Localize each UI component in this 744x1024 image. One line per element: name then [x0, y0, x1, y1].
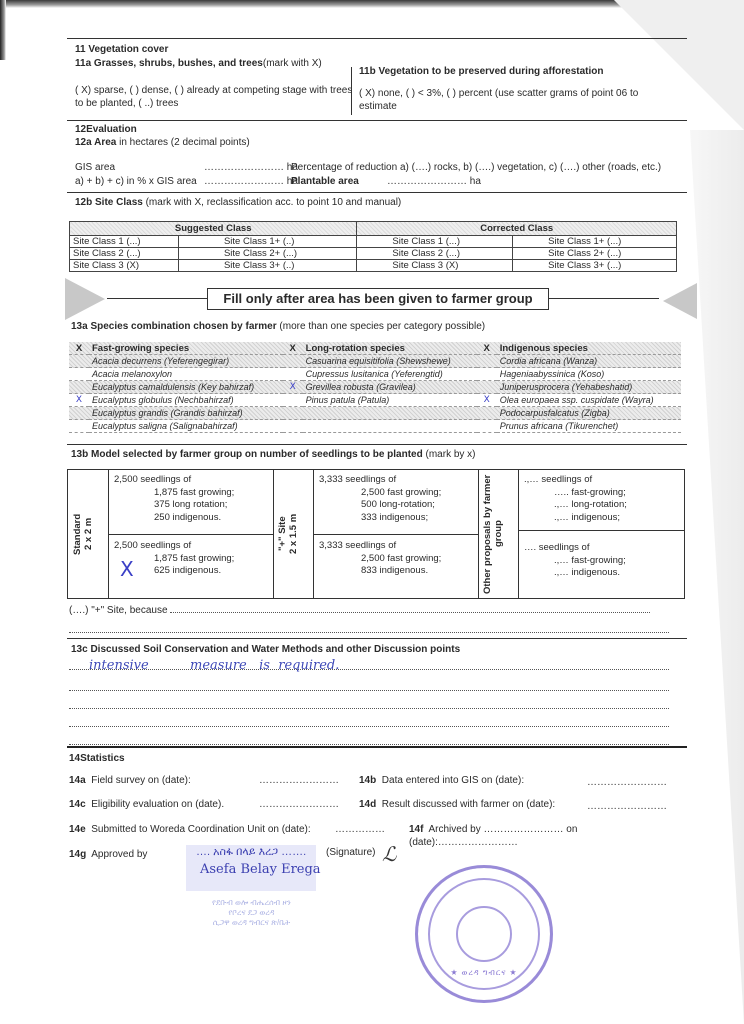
field-survey-date[interactable]: …………………… [259, 775, 339, 786]
species-row [69, 394, 681, 407]
species-row [69, 368, 681, 381]
submitted-woreda-row: 14e Submitted to Woreda Coordination Unit on (date): [69, 824, 311, 835]
indig-species-4: Podocarpusfalcatus (Zigba) [497, 407, 681, 420]
indig-mark-5[interactable] [477, 420, 497, 433]
page-fold-shadow [690, 130, 744, 1024]
indig-x-header: X [477, 342, 497, 355]
other-proposals-label: Other proposals by farmer group [482, 474, 504, 594]
section-13b-heading: 13b Model selected by farmer group on number of seedlings to be planted (mark by x) [71, 449, 476, 460]
signature-scribble: ℒ [382, 842, 397, 866]
species-row [69, 407, 681, 420]
section-14-title: 14Statistics [69, 753, 125, 764]
fast-species-0: Acacia decurrens (Yeferengegirar) [89, 355, 283, 368]
signature-label: (Signature) [326, 847, 376, 858]
section-13b-model [67, 444, 687, 616]
suggested-site-class-1-plus[interactable]: Site Class 1+ (..) [178, 236, 356, 248]
long-x-header: X [283, 342, 303, 355]
official-seal: ★ ወረዳ ግብርና ★ [415, 865, 553, 1003]
reduction-percentage-label[interactable]: Percentage of reduction a) (….) rocks, b) (….) vegetation, c) (….) other (roads, etc.) [291, 162, 662, 173]
stamp-name: Asefa Belay Erega [200, 862, 321, 877]
approved-by-name-amharic[interactable]: …. አስፋ በላይ እረጋ ……. [196, 846, 307, 858]
plus-site-option-2[interactable]: 3,333 seedlings of 2,500 fast growing; 833 indigenous. [319, 540, 442, 576]
corrected-site-class-2-plus[interactable]: Site Class 2+ (...) [513, 248, 677, 260]
seedling-model-grid [67, 469, 685, 599]
corrected-site-class-1-plus[interactable]: Site Class 1+ (...) [513, 236, 677, 248]
suggested-site-class-3[interactable]: Site Class 3 (X) [70, 260, 179, 272]
gis-area-label: GIS area [75, 162, 116, 173]
banner-line-left [107, 298, 207, 299]
long-species-3: Pinus patula (Patula) [303, 394, 477, 407]
field-survey-row: 14a Field survey on (date): [69, 775, 191, 786]
gis-entry-date[interactable]: …………………… [587, 777, 667, 788]
site-class-row [70, 236, 677, 248]
fast-mark-1[interactable] [69, 368, 89, 381]
indig-mark-3[interactable]: X [477, 394, 497, 407]
standard-option-2-mark: X [120, 557, 134, 581]
fast-species-2: Eucalyptus camaldulensis (Key bahirzaf) [89, 381, 283, 394]
gis-entry-row: 14b Data entered into GIS on (date): [359, 775, 525, 786]
plus-site-option-1[interactable]: 3,333 seedlings of 2,500 fast growing; 500 long-rotation; 333 indigenous; [319, 474, 442, 523]
species-row [69, 420, 681, 433]
fast-x-header: X [69, 342, 89, 355]
section-11a-heading: 11a Grasses, shrubs, bushes, and trees(mark with X) [75, 58, 322, 69]
long-species-5 [303, 420, 477, 433]
suggested-class-header: Suggested Class [70, 222, 357, 236]
standard-option-2[interactable]: 2,500 seedlings of 1,875 fast growing; 625 indigenous. [114, 540, 235, 576]
section-12-title: 12Evaluation [75, 124, 137, 135]
corrected-site-class-3[interactable]: Site Class 3 (X) [357, 260, 513, 272]
section-12b-heading: 12b Site Class (mark with X, reclassification acc. to point 10 and manual) [75, 197, 402, 208]
indig-species-0: Cordia africana (Wanza) [497, 355, 681, 368]
indig-species-2: Juniperusprocera (Yehabeshatid) [497, 381, 681, 394]
fast-species-1: Acacia melanoxylon [89, 368, 283, 381]
section-12a-heading: 12a Area in hectares (2 decimal points) [75, 137, 250, 148]
fast-mark-0[interactable] [69, 355, 89, 368]
fast-mark-2[interactable] [69, 381, 89, 394]
fast-mark-5[interactable] [69, 420, 89, 433]
discussion-line-3[interactable] [69, 695, 669, 709]
corrected-class-header: Corrected Class [357, 222, 677, 236]
scan-edge-left [0, 0, 6, 60]
plantable-area-field[interactable]: …………………… ha [387, 176, 481, 187]
banner-arrow-left [65, 278, 105, 320]
section-11-vegetation-cover [67, 38, 687, 112]
species-row [69, 355, 681, 368]
section-13c-heading: 13c Discussed Soil Conservation and Water Methods and other Discussion points [71, 644, 461, 655]
fast-species-4: Eucalyptus grandis (Grandis bahirzaf) [89, 407, 283, 420]
discussion-handwritten-text: intensive measure is required. [89, 658, 340, 673]
section-13a-heading: 13a Species combination chosen by farmer (more than one species per category possible) [71, 321, 486, 332]
eligibility-row: 14c Eligibility evaluation on (date). [69, 799, 225, 810]
fast-species-3: Eucalyptus globulus (Nechbahirzaf) [89, 394, 283, 407]
long-mark-2[interactable]: X [283, 381, 303, 394]
discussion-line-4[interactable] [69, 713, 669, 727]
plus-site-reason-field[interactable]: (….) "+" Site, because [69, 603, 669, 617]
long-species-2: Grevillea robusta (Gravilea) [303, 381, 477, 394]
corrected-site-class-3-plus[interactable]: Site Class 3+ (...) [513, 260, 677, 272]
fast-species-5: Eucalyptus saligna (Salignabahirzaf) [89, 420, 283, 433]
indig-mark-1[interactable] [477, 368, 497, 381]
corrected-site-class-1[interactable]: Site Class 1 (...) [357, 236, 513, 248]
fast-mark-3[interactable]: X [69, 394, 89, 407]
discussion-line-2[interactable] [69, 677, 669, 691]
section-11-divider [351, 67, 352, 115]
indig-mark-2[interactable] [477, 381, 497, 394]
discussion-line-1[interactable] [69, 656, 669, 673]
standard-option-1[interactable]: 2,500 seedlings of 1,875 fast growing; 375 long rotation; 250 indigenous. [114, 474, 235, 523]
banner-line-right [549, 298, 659, 299]
suggested-site-class-3-plus[interactable]: Site Class 3+ (..) [178, 260, 356, 272]
section-11a-options[interactable]: ( X) sparse, ( ) dense, ( ) already at competing stage with trees to be planted, ( ..) trees [75, 85, 353, 109]
long-species-1: Cupressus lusitanica (Yeferengtid) [303, 368, 477, 381]
archived-row[interactable]: 14f Archived by …………………… on (date):…………………… [409, 824, 578, 848]
plus-site-reason-line-2[interactable] [69, 619, 669, 633]
long-mark-4[interactable] [283, 407, 303, 420]
long-mark-0[interactable] [283, 355, 303, 368]
long-mark-3[interactable] [283, 394, 303, 407]
section-12b-site-class [67, 192, 687, 271]
section-11-title: 11 Vegetation cover [75, 44, 169, 55]
standard-model-label: Standard 2 x 2 m [72, 513, 94, 555]
species-table [69, 342, 681, 433]
suggested-site-class-2[interactable]: Site Class 2 (...) [70, 248, 179, 260]
plantable-area-label: Plantable area [291, 176, 359, 187]
long-species-0: Casuarina equisitifolia (Shewshewe) [303, 355, 477, 368]
gis-area-field[interactable]: …………………… ha [204, 162, 298, 173]
eligibility-date[interactable]: …………………… [259, 799, 339, 810]
long-mark-1[interactable] [283, 368, 303, 381]
other-proposal-1[interactable]: .,… seedlings of ….. fast-growing; .,… long-rotation; .,… indigenous; [524, 474, 627, 523]
indig-mark-0[interactable] [477, 355, 497, 368]
long-species-4 [303, 407, 477, 420]
fill-after-area-banner: Fill only after area has been given to farmer group [207, 288, 549, 310]
suggested-site-class-2-plus[interactable]: Site Class 2+ (...) [178, 248, 356, 260]
section-13c-discussion [67, 638, 687, 673]
site-class-row [70, 248, 677, 260]
office-stamp-text: የደቡብ ወሎ ብሔረሰብ ዞን የቦረና ደጋ ወረዳ ሲጋዋ ወረዳ ግብርና ጽ/ቤት [212, 898, 291, 927]
indig-species-1: Hageniaabyssinica (Koso) [497, 368, 681, 381]
abc-gis-area-label: a) + b) + c) in % x GIS area [75, 176, 197, 187]
long-rotation-header: Long-rotation species [303, 342, 477, 355]
approved-by-row: 14g Approved by [69, 849, 148, 860]
section-12-evaluation [67, 120, 687, 187]
indig-species-5: Prunus africana (Tikurenchet) [497, 420, 681, 433]
corrected-site-class-2[interactable]: Site Class 2 (...) [357, 248, 513, 260]
seal-emblem [456, 906, 512, 962]
banner-arrow-right [663, 283, 697, 319]
fast-growing-header: Fast-growing species [89, 342, 283, 355]
indig-species-3: Olea europaea ssp. cuspidate (Wayra) [497, 394, 681, 407]
indig-mark-4[interactable] [477, 407, 497, 420]
abc-gis-area-field[interactable]: …………………… ha [204, 176, 298, 187]
section-11b-options[interactable]: ( X) none, ( ) < 3%, ( ) percent (use scatter grams of point 06 to estimate [359, 88, 639, 112]
fast-mark-4[interactable] [69, 407, 89, 420]
other-proposal-2[interactable]: …. seedlings of .,… fast-growing; .,… indigenous. [524, 542, 626, 578]
submitted-woreda-date[interactable]: …………… [335, 824, 385, 835]
species-row [69, 381, 681, 394]
suggested-site-class-1[interactable]: Site Class 1 (...) [70, 236, 179, 248]
section-11b-heading: 11b Vegetation to be preserved during afforestation [359, 66, 604, 77]
site-class-table [69, 221, 677, 272]
result-discussed-date[interactable]: …………………… [587, 801, 667, 812]
site-class-row [70, 260, 677, 272]
plus-site-model-label: "+" Site 2 x 1.5 m [277, 513, 299, 555]
indigenous-header: Indigenous species [497, 342, 681, 355]
long-mark-5[interactable] [283, 420, 303, 433]
discussion-line-5[interactable] [69, 731, 669, 745]
result-discussed-row: 14d Result discussed with farmer on (date): [359, 799, 556, 810]
